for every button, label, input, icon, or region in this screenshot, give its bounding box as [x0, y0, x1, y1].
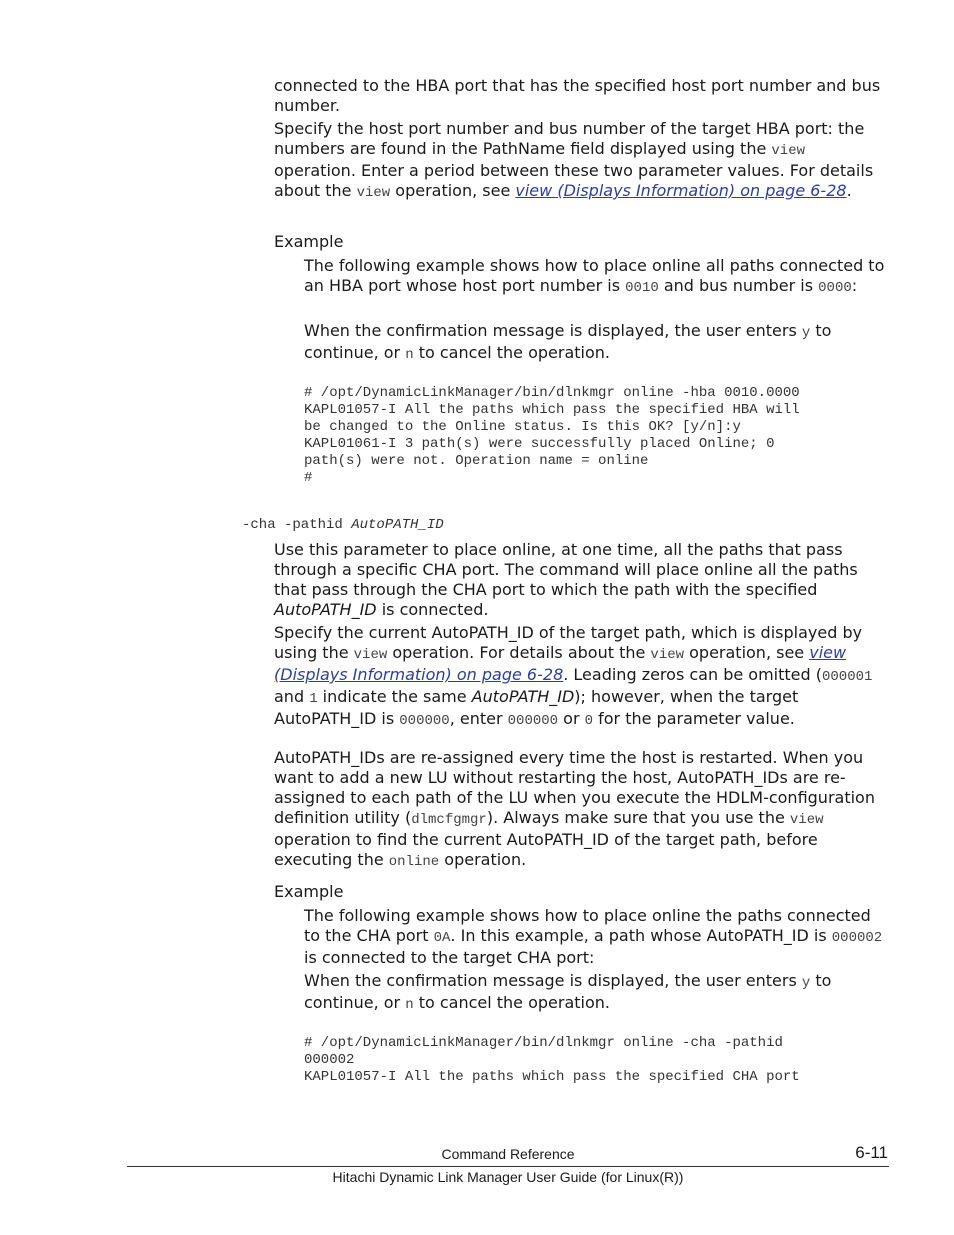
inline-code: n	[405, 997, 414, 1013]
page-number: 6-11	[855, 1143, 888, 1162]
inline-code: view	[789, 812, 824, 828]
paragraph: Use this parameter to place online, at one time, all the paths that pass through a specific CHA port. The command will place online all the paths that pass through the CHA port to which the path with the specified AutoPATH_ID is connected.	[274, 540, 858, 619]
paragraph: The following example shows how to place online the paths connected to the CHA port 0A. In this example, a path whose AutoPATH_ID is 000002 is connected to the target CHA port:	[304, 906, 883, 967]
inline-code: 000000	[399, 713, 450, 729]
paragraph: When the confirmation message is displayed, the user enters y to continue, or n to cancel the operation.	[304, 321, 832, 363]
footer-book-title: Hitachi Dynamic Link Manager User Guide (for Linux(R))	[332, 1169, 684, 1185]
inline-code: view	[771, 143, 805, 159]
example-heading: Example	[274, 882, 344, 901]
paragraph: Specify the current AutoPATH_ID of the target path, which is displayed by using the view operation. For details about the view operation, see view (Displays Information) on page 6-28. Leading zeros can be omitted (000001 and 1 indicate the same AutoPATH_ID); however, when the target AutoPATH_ID is 000000, enter 000000 or 0 for the parameter value.	[274, 623, 873, 729]
inline-code: 000001	[821, 669, 873, 685]
inline-code: 000000	[507, 713, 559, 729]
inline-code: 0A	[433, 930, 451, 946]
paragraph: When the confirmation message is displayed, the user enters y to continue, or n to cancel the operation.	[304, 971, 832, 1013]
inline-code: view	[650, 647, 685, 663]
paragraph: AutoPATH_IDs are re-assigned every time the host is restarted. When you want to add a new LU without restarting the host, AutoPATH_IDs are re-assigned to each path of the LU when you execute the HDLM-configuration definition utility (dlmcfgmgr). Always make sure that you use the view operation to find the current AutoPATH_ID of the target path, before executing the online operation.	[274, 748, 875, 870]
cross-reference-link[interactable]: view (Displays Information) on page 6-28	[274, 643, 847, 684]
example-heading: Example	[274, 232, 344, 251]
footer-section-title: Command Reference	[441, 1146, 575, 1162]
inline-code: online	[388, 854, 440, 870]
cross-reference-link[interactable]: view (Displays Information) on page 6-28	[515, 181, 847, 200]
footer-divider	[127, 1166, 889, 1167]
inline-code: 000002	[831, 930, 883, 946]
inline-code: view	[356, 185, 391, 201]
inline-code: 0010	[625, 280, 659, 296]
inline-code: 0	[584, 713, 594, 729]
inline-code: 1	[309, 691, 318, 707]
inline-code: 0000	[818, 280, 852, 296]
paragraph: connected to the HBA port that has the specified host port number and bus number.	[274, 76, 881, 115]
paragraph: Specify the host port number and bus number of the target HBA port: the numbers are found in the PathName field displayed using the view operation. Enter a period between these two parameter values. For details about the view operation, see view (Displays Information) on page 6-28.	[274, 119, 874, 201]
code-block: # /opt/DynamicLinkManager/bin/dlnkmgr online -cha -pathid 000002 KAPL01057-I All the paths which pass the specified CHA port	[304, 1035, 800, 1085]
inline-code: dlmcfgmgr	[411, 812, 487, 828]
inline-code: y	[801, 325, 811, 341]
parameter-heading: -cha -pathid AutoPATH_ID	[242, 517, 444, 533]
inline-code: n	[405, 347, 414, 363]
code-block: # /opt/DynamicLinkManager/bin/dlnkmgr online -hba 0010.0000 KAPL01057-I All the paths which pass the specified HBA will be changed to the Online status. Is this OK? [y/n]:y KAPL01061-I 3 path(s) were successfully placed Online; 0 path(s) were not. Operation name = online #	[304, 385, 800, 486]
inline-code: y	[801, 975, 811, 991]
inline-code: view	[353, 647, 388, 663]
paragraph: The following example shows how to place online all paths connected to an HBA port whose host port number is 0010 and bus number is 0000:	[304, 256, 885, 296]
